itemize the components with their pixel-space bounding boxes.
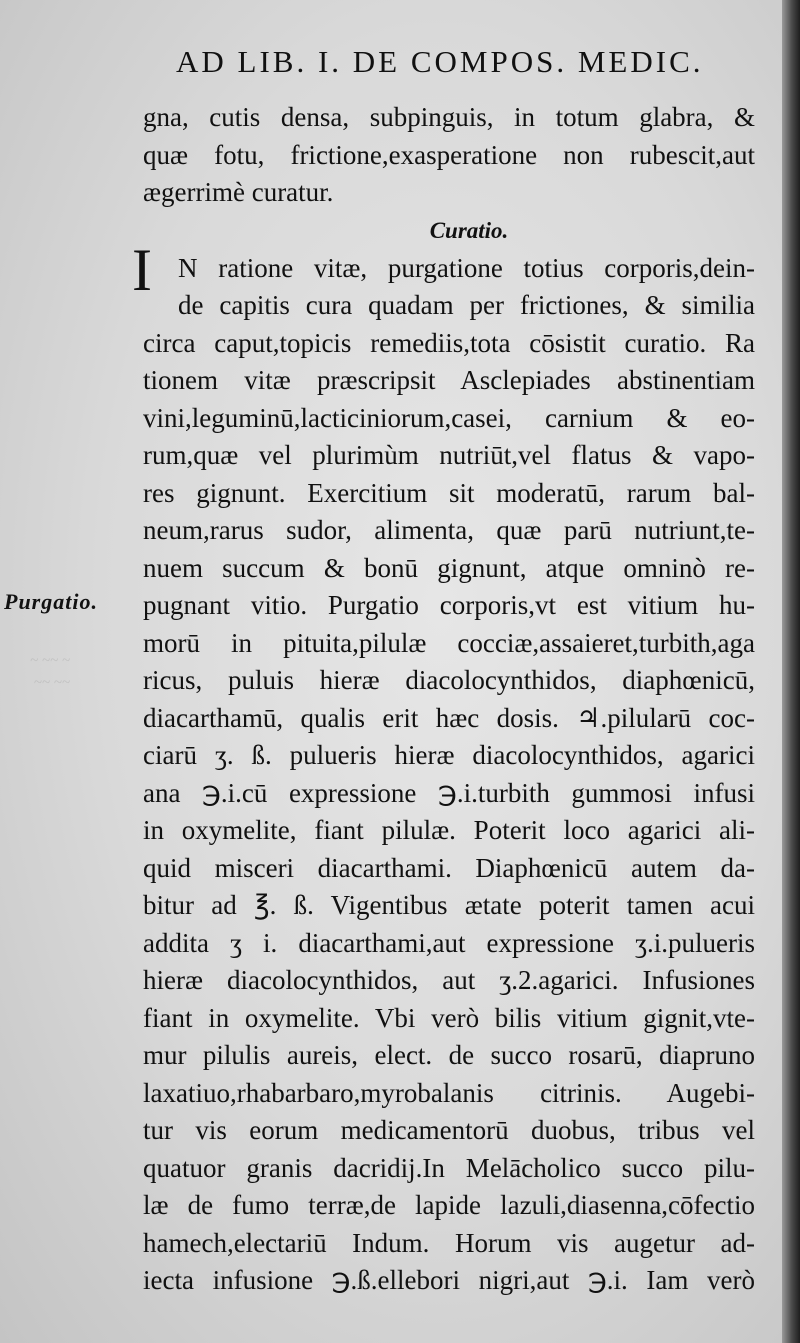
text-line: tionem vitæ præscripsit Asclepiades abstinentiam [143,365,755,395]
text-line: pugnant vitio. Purgatio corporis,vt est vitium hu- [143,590,755,620]
text-line: ricus, puluis hieræ diacolocynthidos, diaphœnicū, [143,665,755,695]
text-line: hamech,electariū Indum. Horum vis augetur ad- [143,1227,755,1258]
text-line: nuem succum & bonū gignunt, atque omninò re- [143,552,755,583]
bleed-through-marks: ~ ~~ ~ ~~ ~~ [30,653,70,691]
running-head: AD LIB. I. DE COMPOS. MEDIC. [176,44,704,79]
text-line: vini,leguminū,lacticiniorum,casei, carnium & eo- [143,402,755,433]
text-line: ægerrimè curatur. [143,177,334,207]
text-line: de capitis cura quadam per frictiones, & similia [178,290,755,320]
text-line: bitur ad ℥. ß. Vigentibus ætate poterit tamen acui [143,890,755,920]
text-line: addita ʒ i. diacarthami,aut expressione ʒ.i.pulueris [143,927,755,958]
text-line: neum,rarus sudor, alimenta, quæ parū nutriunt,te- [143,515,755,545]
text-line: quid misceri diacarthami. Diaphœnicū autem da- [143,852,755,883]
text-line: in oxymelite, fiant pilulæ. Poterit loco agarici ali- [143,815,755,845]
text-line: ciarū ʒ. ß. pulueris hieræ diacolocynthidos, agarici [143,740,755,770]
text-line: res gignunt. Exercitium sit moderatū, rarum bal- [143,477,755,508]
drop-cap: I [132,237,152,303]
text-line: quatuor granis dacridij.In Melācholico succo pilu- [143,1152,755,1183]
body-text [143,99,755,1300]
text-line: N ratione vitæ, purgatione totius corporis,dein- [178,252,755,283]
text-line: fiant in oxymelite. Vbi verò bilis vitium gignit,vte- [143,1002,755,1033]
text-line: diacarthamū, qualis erit hæc dosis. ♃.pilularū coc- [143,702,755,733]
text-line: ana ℈.i.cū expressione ℈.i.turbith gummosi infusi [143,777,755,808]
text-line: circa caput,topicis remediis,tota cōsistit curatio. Ra [143,327,755,358]
text-line: læ de fumo terræ,de lapide lazuli,diasenna,cōfectio [143,1190,755,1220]
text-line: morū in pituita,pilulæ cocciæ,assaieret,turbith,aga [143,627,755,658]
margin-note: Purgatio. [4,589,98,614]
text-line: quæ fotu, frictione,exasperatione non rubescit,aut [143,139,755,170]
text-line: hieræ diacolocynthidos, aut ʒ.2.agarici. Infusiones [143,965,755,995]
text-line: iecta infusione ℈.ß.ellebori nigri,aut ℈.i. Iam verò [143,1265,755,1295]
text-line: tur vis eorum medicamentorū duobus, tribus vel [143,1115,755,1145]
text-line: mur pilulis aureis, elect. de succo rosarū, diapruno [143,1040,755,1070]
section-heading: Curatio. [429,217,509,243]
text-line: laxatiuo,rhabarbaro,myrobalanis citrinis. Augebi- [143,1077,755,1108]
text-line: rum,quæ vel plurimùm nutriūt,vel flatus & vapo- [143,440,755,470]
page-edge-shadow [782,0,800,1343]
text-line: gna, cutis densa, subpinguis, in totum glabra, & [143,102,755,132]
